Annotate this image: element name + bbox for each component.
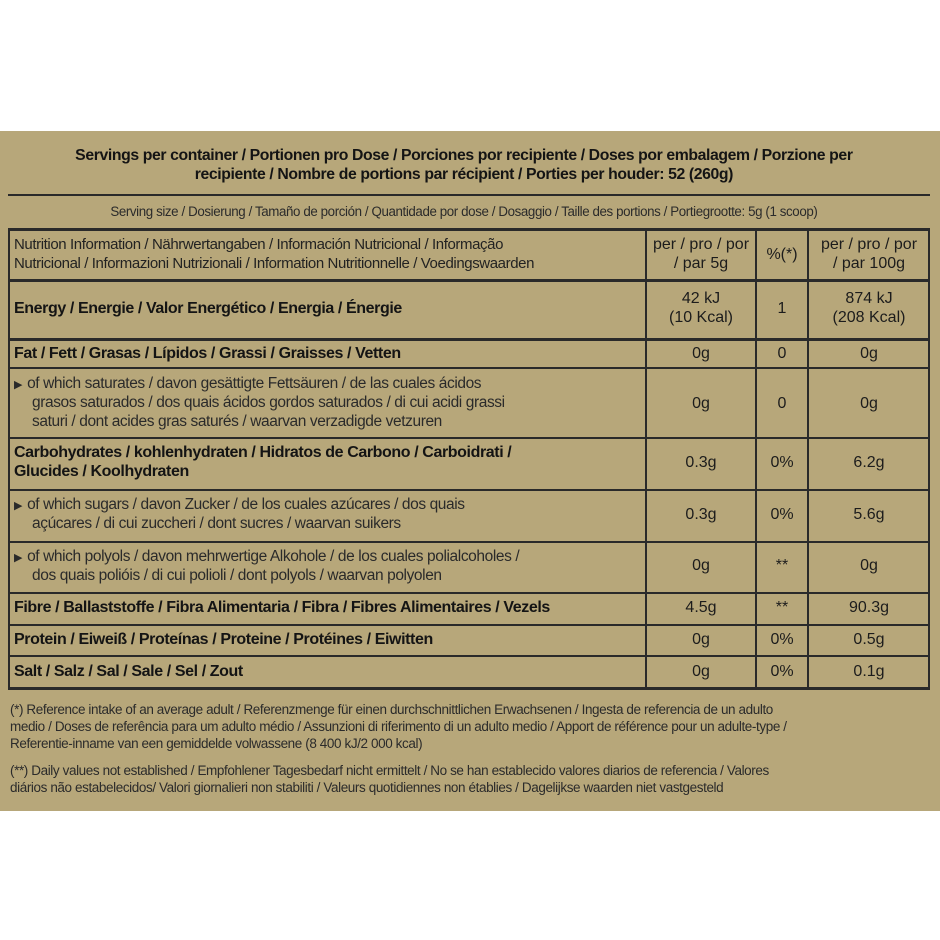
table-border-bottom [8, 687, 930, 690]
row-rule [8, 624, 930, 626]
footnote-reference-intake-line2: medio / Doses de referência para um adulto médio / Assunzioni di riferimento di un adulto medio / Apport de référence pour un adulte-type / [10, 719, 787, 734]
value-carbohydrates-reference-intake: 0% [770, 454, 794, 471]
column-header-per-serving-line1: per / pro / por [652, 236, 750, 253]
value-fat-per-100g: 0g [860, 345, 878, 362]
row-label-fat: Fat / Fett / Grasas / Lípidos / Grassi / Graisses / Vetten [14, 345, 401, 362]
footnote-daily-values-line2: diários não estabelecidos/ Valori giornalieri non stabiliti / Valeurs quotidiennes non établies / Dagelijkse waarden niet vastgesteld [10, 780, 724, 795]
table-border-left [8, 231, 10, 687]
row-rule [8, 338, 930, 341]
value-fibre-per-100g: 90.3g [848, 599, 890, 616]
footnote-reference-intake-line1: (*) Reference intake of an average adult / Referenzmenge für einen durchschnittlichen Erwachsenen / Ingesta de referencia de un adulto [10, 702, 773, 717]
value-polyols-per-100g: 0g [860, 557, 878, 574]
row-label-sugars-line1: ▶ of which sugars / davon Zucker / de los cuales azúcares / dos quais [14, 496, 465, 513]
value-protein-reference-intake: 0% [770, 631, 794, 648]
value-energy-per-serving-kcal: (10 Kcal) [668, 309, 734, 326]
row-label-saturates-line1: ▶ of which saturates / davon gesättigte Fettsäuren / de las cuales ácidos [14, 375, 482, 392]
row-label-fibre: Fibre / Ballaststoffe / Fibra Alimentaria / Fibra / Fibres Alimentaires / Vezels [14, 599, 550, 616]
value-protein-per-100g: 0.5g [853, 631, 885, 648]
row-rule [8, 541, 930, 543]
nutrition-label [0, 131, 940, 811]
value-saturates-per-serving: 0g [692, 395, 710, 412]
row-label-energy: Energy / Energie / Valor Energético / Energia / Énergie [14, 300, 402, 317]
value-fibre-per-serving: 4.5g [685, 599, 717, 616]
row-rule [8, 367, 930, 369]
value-carbohydrates-per-100g: 6.2g [853, 454, 885, 471]
value-polyols-reference-intake: ** [775, 557, 789, 574]
row-rule [8, 437, 930, 439]
row-label-salt: Salt / Salz / Sal / Sale / Sel / Zout [14, 663, 243, 680]
value-carbohydrates-per-serving: 0.3g [685, 454, 717, 471]
row-label-protein: Protein / Eiweiß / Proteínas / Proteine / Protéines / Eiwitten [14, 631, 433, 648]
value-energy-per-100g-kj: 874 kJ [845, 290, 893, 307]
value-polyols-per-serving: 0g [692, 557, 710, 574]
serving-size: Serving size / Dosierung / Tamaño de porción / Quantidade por dose / Dosaggio / Taille des portions / Portiegrootte: 5g (1 scoop) [110, 204, 818, 219]
footnote-reference-intake-line3: Referentie-inname van een gemiddelde volwassene (8 400 kJ/2 000 kcal) [10, 736, 423, 751]
column-header-reference-intake: %(*) [766, 246, 798, 263]
value-saturates-per-100g: 0g [860, 395, 878, 412]
column-header-info-line1: Nutrition Information / Nährwertangaben / Información Nutricional / Informação [14, 236, 504, 253]
row-label-saturates-line3: saturi / dont acides gras saturés / waarvan verzadigde vetzuren [32, 413, 442, 430]
bullet-arrow-icon: ▶ [14, 500, 23, 512]
row-label-saturates-line2: grasos saturados / dos quais ácidos gordos saturados / di cui acidi grassi [32, 394, 505, 411]
servings-per-container-line2: recipiente / Nombre de portions par récipient / Porties per houder: 52 (260g) [194, 166, 734, 183]
column-header-per-100g-line2: / par 100g [832, 255, 906, 272]
divider [8, 228, 930, 231]
column-header-per-100g-line1: per / pro / por [820, 236, 918, 253]
value-saturates-reference-intake: 0 [777, 395, 787, 412]
row-rule [8, 592, 930, 594]
servings-per-container-line1: Servings per container / Portionen pro Dose / Porciones por recipiente / Doses por embalagem / Porzione per [75, 147, 853, 164]
row-rule [8, 655, 930, 657]
value-sugars-per-serving: 0.3g [685, 506, 717, 523]
value-fat-reference-intake: 0 [777, 345, 787, 362]
divider [8, 194, 930, 196]
value-salt-per-serving: 0g [692, 663, 710, 680]
value-energy-reference-intake: 1 [777, 300, 787, 317]
value-fat-per-serving: 0g [692, 345, 710, 362]
row-label-carbohydrates-line2: Glucides / Koolhydraten [14, 463, 189, 480]
value-energy-per-100g-kcal: (208 Kcal) [832, 309, 906, 326]
row-label-sugars-line2: açúcares / di cui zuccheri / dont sucres / waarvan suikers [32, 515, 401, 532]
bullet-arrow-icon: ▶ [14, 379, 23, 391]
row-rule [8, 489, 930, 491]
value-salt-per-100g: 0.1g [853, 663, 885, 680]
column-header-per-serving-line2: / par 5g [673, 255, 729, 272]
column-header-info-line2: Nutricional / Informazioni Nutrizionali / Information Nutritionnelle / Voedingswaarden [14, 255, 535, 272]
row-rule [8, 279, 930, 282]
value-sugars-reference-intake: 0% [770, 506, 794, 523]
value-energy-per-serving-kj: 42 kJ [681, 290, 721, 307]
bullet-arrow-icon: ▶ [14, 552, 23, 564]
value-fibre-reference-intake: ** [775, 599, 789, 616]
value-protein-per-serving: 0g [692, 631, 710, 648]
value-salt-reference-intake: 0% [770, 663, 794, 680]
footnote-daily-values-line1: (**) Daily values not established / Empfohlener Tagesbedarf nicht ermittelt / No se han establecido valores diarios de referencia / Valores [10, 763, 769, 778]
value-sugars-per-100g: 5.6g [853, 506, 885, 523]
row-label-polyols-line2: dos quais polióis / di cui polioli / dont polyols / waarvan polyolen [32, 567, 442, 584]
row-label-carbohydrates-line1: Carbohydrates / kohlenhydraten / Hidratos de Carbono / Carboidrati / [14, 444, 512, 461]
row-label-polyols-line1: ▶ of which polyols / davon mehrwertige Alkohole / de los cuales polialcoholes / [14, 548, 520, 565]
